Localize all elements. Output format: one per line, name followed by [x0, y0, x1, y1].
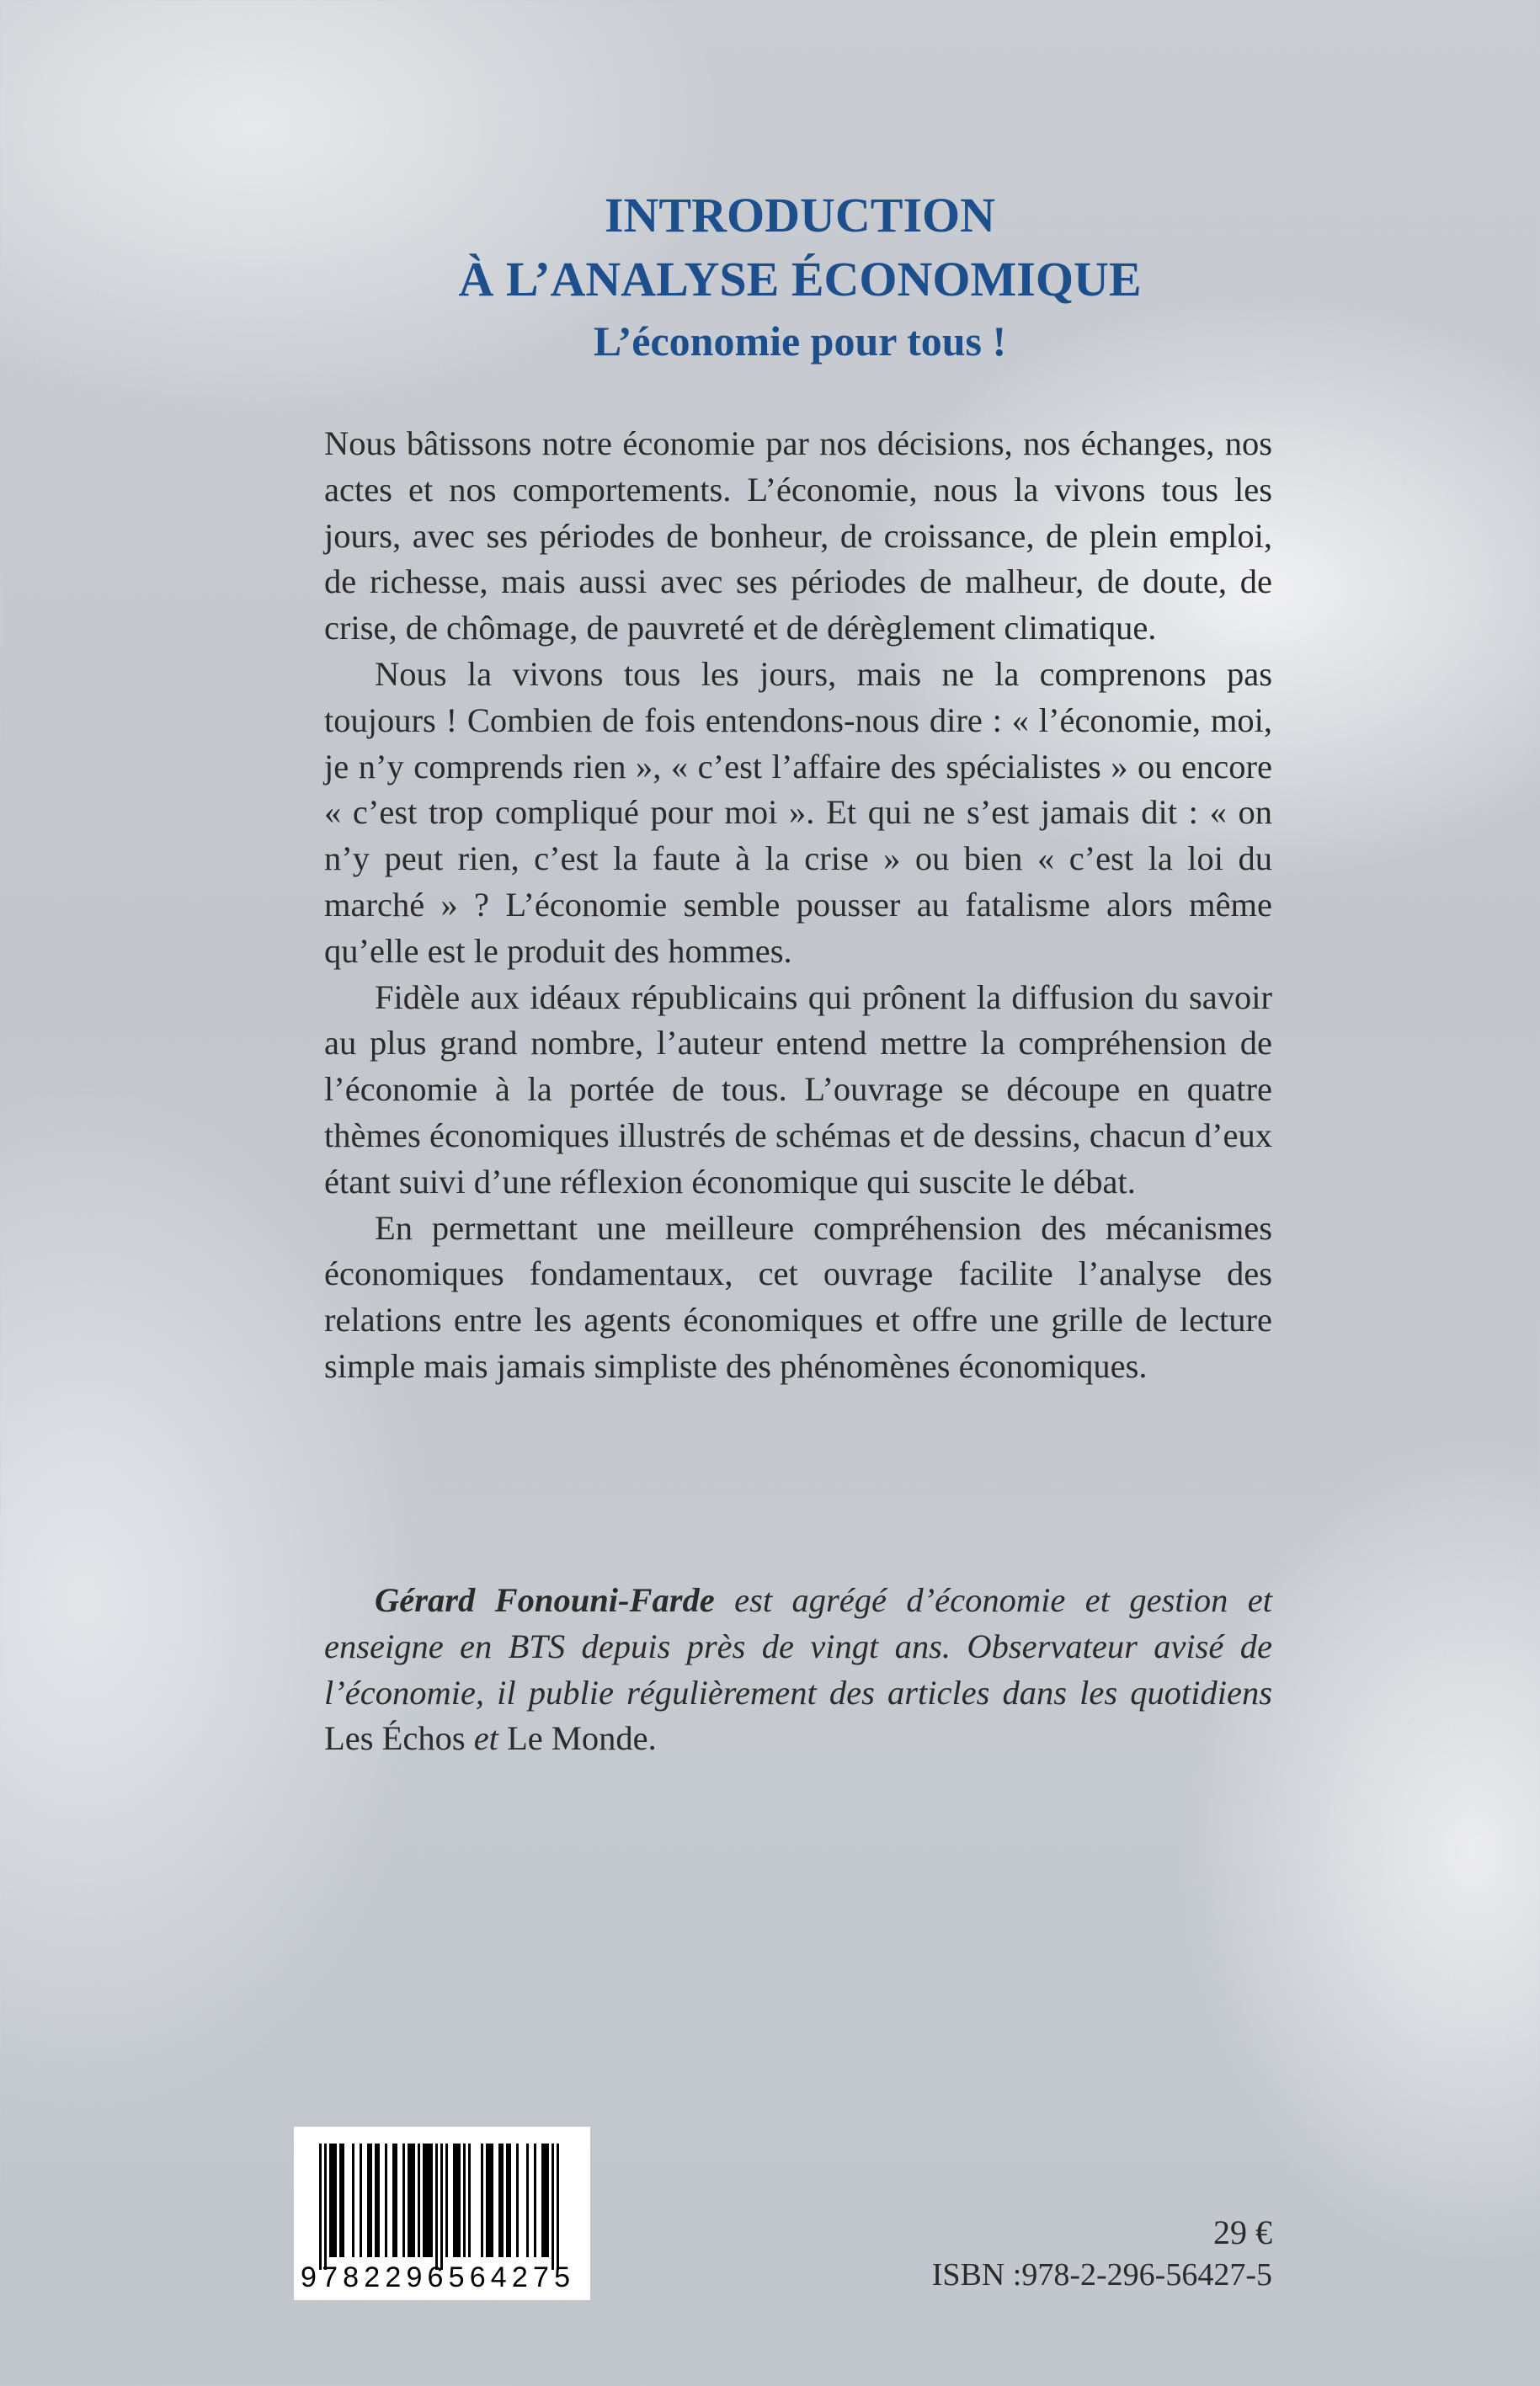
- barcode-bar: [557, 2144, 559, 2270]
- barcode-bar: [440, 2144, 443, 2270]
- blurb-paragraph: Nous bâtissons notre économie par nos décisions, nos échanges, nos actes et nos comportements. L’économie, nous la vivons tous les jours, avec ses périodes de bonheur, de croissance, de plein emploi, de richesse, mais aussi avec ses périodes de malheur, de doute, de crise, de chômage, de pauvreté et de dérèglement climatique.: [324, 424, 1272, 647]
- barcode-bar: [377, 2144, 380, 2257]
- newspaper-name: Le Monde: [507, 1719, 648, 1758]
- barcode-bar: [352, 2144, 354, 2257]
- barcode-bar: [360, 2144, 362, 2257]
- barcode-bar: [498, 2144, 501, 2257]
- barcode-bar: [509, 2144, 511, 2257]
- barcode-bar: [428, 2144, 430, 2257]
- book-title-line-1: INTRODUCTION: [604, 188, 996, 242]
- barcode-bar: [413, 2144, 415, 2257]
- barcode-bar: [534, 2144, 536, 2257]
- barcode-bar: [453, 2144, 456, 2257]
- blurb-paragraph: En permettant une meilleure compréhension des mécanismes économiques fondamentaux, cet ouvrage facilite l’analyse des relations entre les agents économiques et offre une grille de lecture simple mais jamais simpliste des phénomènes économiques.: [324, 1208, 1272, 1385]
- author-bio-text: et: [465, 1719, 508, 1758]
- barcode-graphic: [294, 2127, 590, 2300]
- barcode-digits: 9782296564275: [301, 2261, 570, 2293]
- barcode-bar: [491, 2144, 493, 2257]
- barcode-bar: [468, 2144, 471, 2257]
- barcode-bar: [435, 2144, 438, 2270]
- barcode-bar: [334, 2144, 337, 2257]
- barcode-bar: [445, 2144, 448, 2257]
- barcode-bar: [418, 2144, 420, 2257]
- author-bio-end: .: [647, 1719, 657, 1758]
- blurb: [324, 421, 1272, 1390]
- barcode-bar: [402, 2144, 405, 2257]
- barcode-bar: [458, 2144, 461, 2257]
- barcode-bar: [329, 2144, 332, 2257]
- barcode-bar: [463, 2144, 466, 2257]
- barcode-bar: [430, 2144, 433, 2257]
- barcode-bar: [385, 2144, 387, 2257]
- barcode-bar: [324, 2144, 327, 2270]
- barcode-bar: [425, 2144, 428, 2257]
- barcode-bar: [332, 2144, 334, 2257]
- author-bio-text: est agrégé d’économie et gestion et enseigne en BTS depuis près de vingt ans. Observateur avisé de l’économie, il publie régulièrement des articles dans les quotidiens: [324, 1581, 1272, 1712]
- barcode-bar: [423, 2144, 425, 2257]
- barcode-bar: [410, 2144, 413, 2257]
- barcode-bar: [319, 2144, 322, 2270]
- barcode-bar: [486, 2144, 488, 2257]
- barcode-bar: [395, 2144, 397, 2257]
- barcode-bar: [339, 2144, 342, 2257]
- barcode-bar: [456, 2144, 458, 2257]
- barcode-bar: [367, 2144, 370, 2257]
- barcode-bar: [501, 2144, 504, 2257]
- book-title-line-2: À L’ANALYSE ÉCONOMIQUE: [458, 252, 1142, 306]
- author-bio: [324, 1578, 1272, 1762]
- barcode-bar: [481, 2144, 483, 2257]
- barcode-bar: [392, 2144, 395, 2257]
- isbn-number: ISBN :978-2-296-56427-5: [931, 2257, 1272, 2293]
- book-subtitle: L’économie pour tous !: [593, 317, 1007, 365]
- barcode-bar: [506, 2144, 509, 2257]
- newspaper-name: Les Échos: [324, 1719, 466, 1758]
- barcode-bar: [488, 2144, 491, 2257]
- price: 29 €: [1213, 2213, 1272, 2251]
- isbn-barcode: [294, 2127, 590, 2300]
- blurb-paragraph: Fidèle aux idéaux républicains qui prônent la diffusion du savoir au plus grand nombre, l’auteur entend mettre la compréhension de l’économie à la portée de tous. L’ouvrage se découpe en quatre thèmes économiques illustrés de schémas et de dessins, chacun d’eux étant suivi d’une réflexion économique qui suscite le débat.: [324, 977, 1272, 1201]
- barcode-bar: [552, 2144, 554, 2270]
- blurb-paragraph: Nous la vivons tous les jours, mais ne la comprenons pas toujours ! Combien de fois entendons-nous dire : « l’économie, moi, je n’y comprends rien », « c’est l’affaire des spécialistes » ou encore « c’est trop compliqué pour moi ». Et qui ne s’est jamais dit : « on n’y peut rien, c’est la faute à la crise » ou bien « c’est la loi du marché » ? L’économie semble pousser au fatalisme alors même qu’elle est le produit des hommes.: [324, 654, 1272, 970]
- barcode-bar: [342, 2144, 344, 2257]
- barcode-bar: [546, 2144, 549, 2257]
- barcode-bar: [541, 2144, 544, 2257]
- barcode-bar: [408, 2144, 410, 2257]
- barcode-bar: [544, 2144, 546, 2257]
- author-name: Gérard Fonouni-Farde: [375, 1581, 715, 1619]
- barcode-bar: [526, 2144, 529, 2257]
- barcode-bar: [375, 2144, 377, 2257]
- barcode-bar: [516, 2144, 519, 2257]
- barcode-bar: [370, 2144, 372, 2257]
